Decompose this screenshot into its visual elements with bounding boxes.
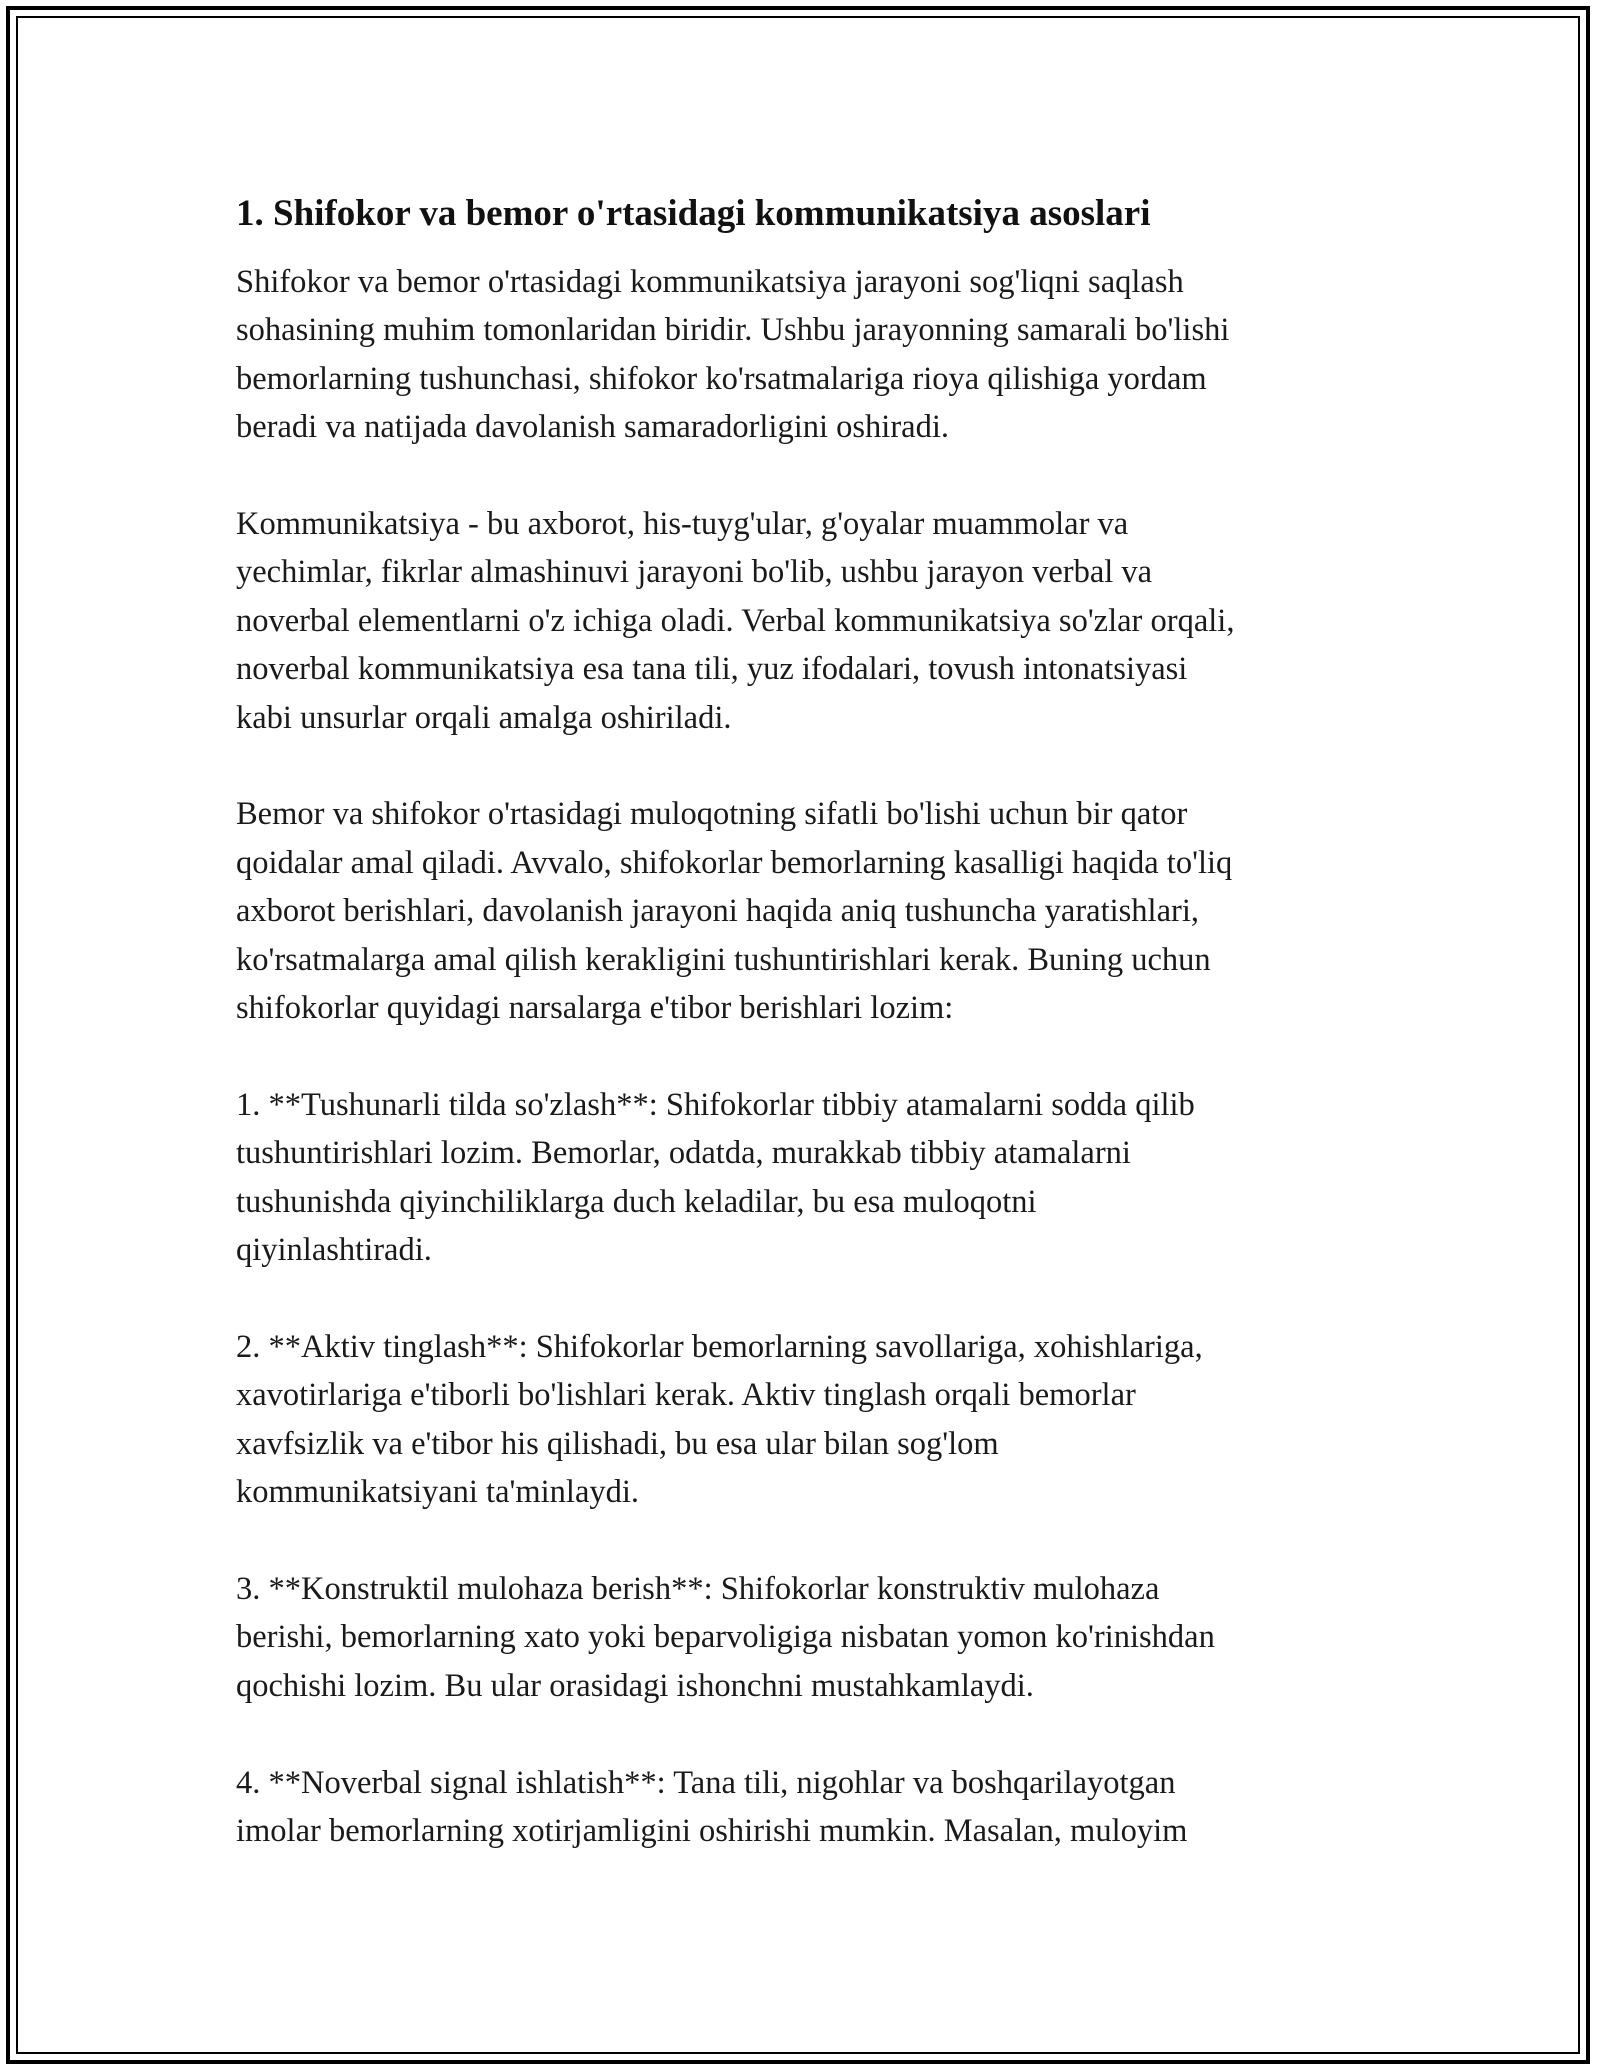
paragraph-line: yechimlar, fikrlar almashinuvi jarayoni bo'lib, ushbu jarayon verbal va <box>236 554 1153 591</box>
paragraph-line: tushunishda qiyinchiliklarga duch keladilar, bu esa muloqotni <box>236 1183 1037 1220</box>
list-item-1 <box>236 1081 1386 1275</box>
paragraph-line: sohasining muhim tomonlaridan biridir. Ushbu jarayonning samarali bo'lishi <box>236 312 1230 349</box>
paragraph-line: 1. **Tushunarli tilda so'zlash**: Shifokorlar tibbiy atamalarni sodda qilib <box>236 1086 1195 1123</box>
paragraph-line: ko'rsatmalarga amal qilish kerakligini tushuntirishlari kerak. Buning uchun <box>236 941 1211 978</box>
paragraph-line: Shifokor va bemor o'rtasidagi kommunikatsiya jarayoni sog'liqni saqlash <box>236 264 1184 300</box>
paragraph-line: shifokorlar quyidagi narsalarga e'tibor berishlari lozim: <box>236 990 954 1027</box>
paragraph-line: Bemor va shifokor o'rtasidagi muloqotning sifatli bo'lishi uchun bir qator <box>236 796 1188 833</box>
paragraph-line: kabi unsurlar orqali amalga oshiriladi. <box>236 699 732 736</box>
paragraph-line: imolar bemorlarning xotirjamligini oshirishi mumkin. Masalan, muloyim <box>236 1812 1188 1849</box>
paragraph-line: noverbal kommunikatsiya esa tana tili, yuz ifodalari, tovush intonatsiyasi <box>236 651 1188 688</box>
paragraph-line: noverbal elementlarni o'z ichiga oladi. Verbal kommunikatsiya so'zlar orqali, <box>236 602 1235 639</box>
paragraph-rules <box>236 790 1386 1032</box>
paragraph-line: beradi va natijada davolanish samaradorligini oshiradi. <box>236 409 949 446</box>
paragraph-line: xavotirlariga e'tiborli bo'lishlari kerak. Aktiv tinglash orqali bemorlar <box>236 1377 1136 1414</box>
paragraph-line: kommunikatsiyani ta'minlaydi. <box>236 1474 640 1511</box>
list-item-3 <box>236 1565 1386 1710</box>
paragraph-line: 2. **Aktiv tinglash**: Shifokorlar bemorlarning savollariga, xohishlariga, <box>236 1328 1203 1365</box>
paragraph-line: berishi, bemorlarning xato yoki beparvoligiga nisbatan yomon ko'rinishdan <box>236 1619 1215 1656</box>
list-item-2 <box>236 1323 1386 1517</box>
paragraph-intro <box>236 258 1386 452</box>
page-title: 1. Shifokor va bemor o'rtasidagi kommunikatsiya asoslari <box>236 193 1151 234</box>
paragraph-line: bemorlarning tushunchasi, shifokor ko'rsatmalariga rioya qilishiga yordam <box>236 360 1207 397</box>
paragraph-line: qiyinlashtiradi. <box>236 1232 432 1269</box>
paragraph-line: qoidalar amal qiladi. Avvalo, shifokorlar bemorlarning kasalligi haqida to'liq <box>236 844 1233 881</box>
paragraph-line: tushuntirishlari lozim. Bemorlar, odatda, murakkab tibbiy atamalarni <box>236 1135 1131 1172</box>
paragraph-line: Kommunikatsiya - bu axborot, his-tuyg'ular, g'oyalar muammolar va <box>236 506 1129 543</box>
document-body <box>236 190 1386 1904</box>
paragraph-line: 4. **Noverbal signal ishlatish**: Tana tili, nigohlar va boshqarilayotgan <box>236 1764 1176 1801</box>
paragraph-line: xavfsizlik va e'tibor his qilishadi, bu esa ular bilan sog'lom <box>236 1425 999 1462</box>
list-item-4 <box>236 1759 1386 1856</box>
paragraph-definition <box>236 500 1386 742</box>
paragraph-line: qochishi lozim. Bu ular orasidagi ishonchni mustahkamlaydi. <box>236 1667 1034 1704</box>
paragraph-line: axborot berishlari, davolanish jarayoni haqida aniq tushuncha yaratishlari, <box>236 893 1199 930</box>
paragraph-line: 3. **Konstruktil mulohaza berish**: Shifokorlar konstruktiv mulohaza <box>236 1570 1160 1607</box>
